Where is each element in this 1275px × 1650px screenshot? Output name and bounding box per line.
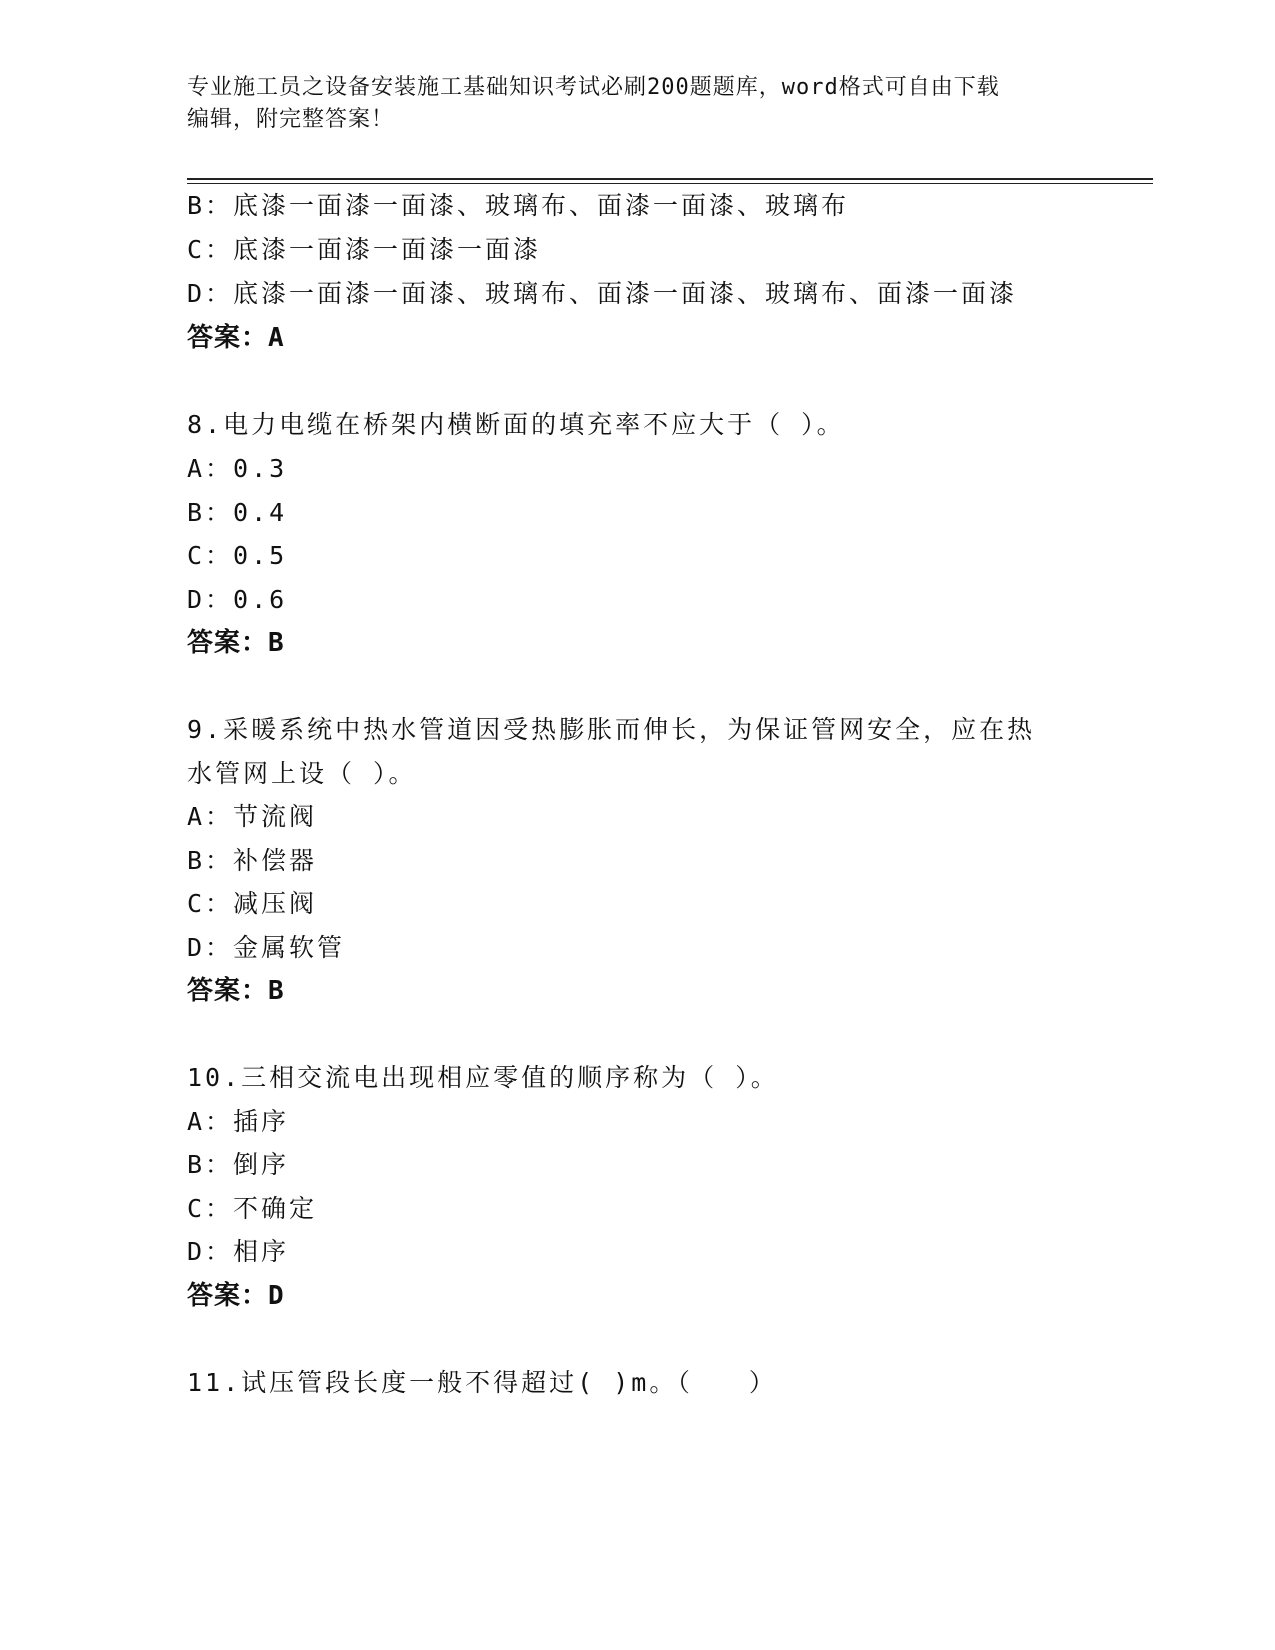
q10-stem: 10.三相交流电出现相应零值的顺序称为（ ）。 (187, 1063, 779, 1092)
document-header (187, 72, 1067, 136)
q9-option-a: A：节流阀 (187, 802, 318, 831)
q7-option-c: C：底漆一面漆一面漆一面漆 (187, 235, 542, 264)
q10-option-d: D：相序 (187, 1237, 290, 1266)
q7-option-d: D：底漆一面漆一面漆、玻璃布、面漆一面漆、玻璃布、面漆一面漆 (187, 279, 1018, 308)
q10-answer: 答案：D (187, 1281, 285, 1311)
q9-option-c: C：减压阀 (187, 889, 318, 918)
header-rule-thick (187, 178, 1153, 180)
header-title-line-1: 专业施工员之设备安装施工基础知识考试必刷200题题库，word格式可自由下载 (187, 75, 1000, 100)
q7-answer: 答案：A (187, 323, 285, 353)
q8-option-d: D：0.6 (187, 585, 288, 614)
q9-stem-line-2: 水管网上设（ ）。 (187, 759, 417, 788)
q7-option-b: B：底漆一面漆一面漆、玻璃布、面漆一面漆、玻璃布 (187, 191, 850, 220)
q10-option-a: A：插序 (187, 1107, 290, 1136)
q9-option-d: D：金属软管 (187, 933, 346, 962)
q8-option-a: A：0.3 (187, 454, 288, 483)
q11-stem: 11.试压管段长度一般不得超过( )m。（ ） (187, 1368, 777, 1397)
header-rule-thin (187, 183, 1153, 184)
q9-answer: 答案：B (187, 976, 285, 1006)
q8-answer: 答案：B (187, 628, 285, 658)
q8-stem: 8.电力电缆在桥架内横断面的填充率不应大于（ ）。 (187, 410, 845, 439)
q9-option-b: B：补偿器 (187, 846, 318, 875)
q10-option-b: B：倒序 (187, 1150, 290, 1179)
q9-stem-line-1: 9.采暖系统中热水管道因受热膨胀而伸长，为保证管网安全，应在热 (187, 715, 1036, 744)
q10-option-c: C：不确定 (187, 1194, 318, 1223)
header-title-line-2: 编辑，附完整答案！ (187, 107, 395, 132)
q8-option-b: B：0.4 (187, 498, 288, 527)
q8-option-c: C：0.5 (187, 541, 288, 570)
